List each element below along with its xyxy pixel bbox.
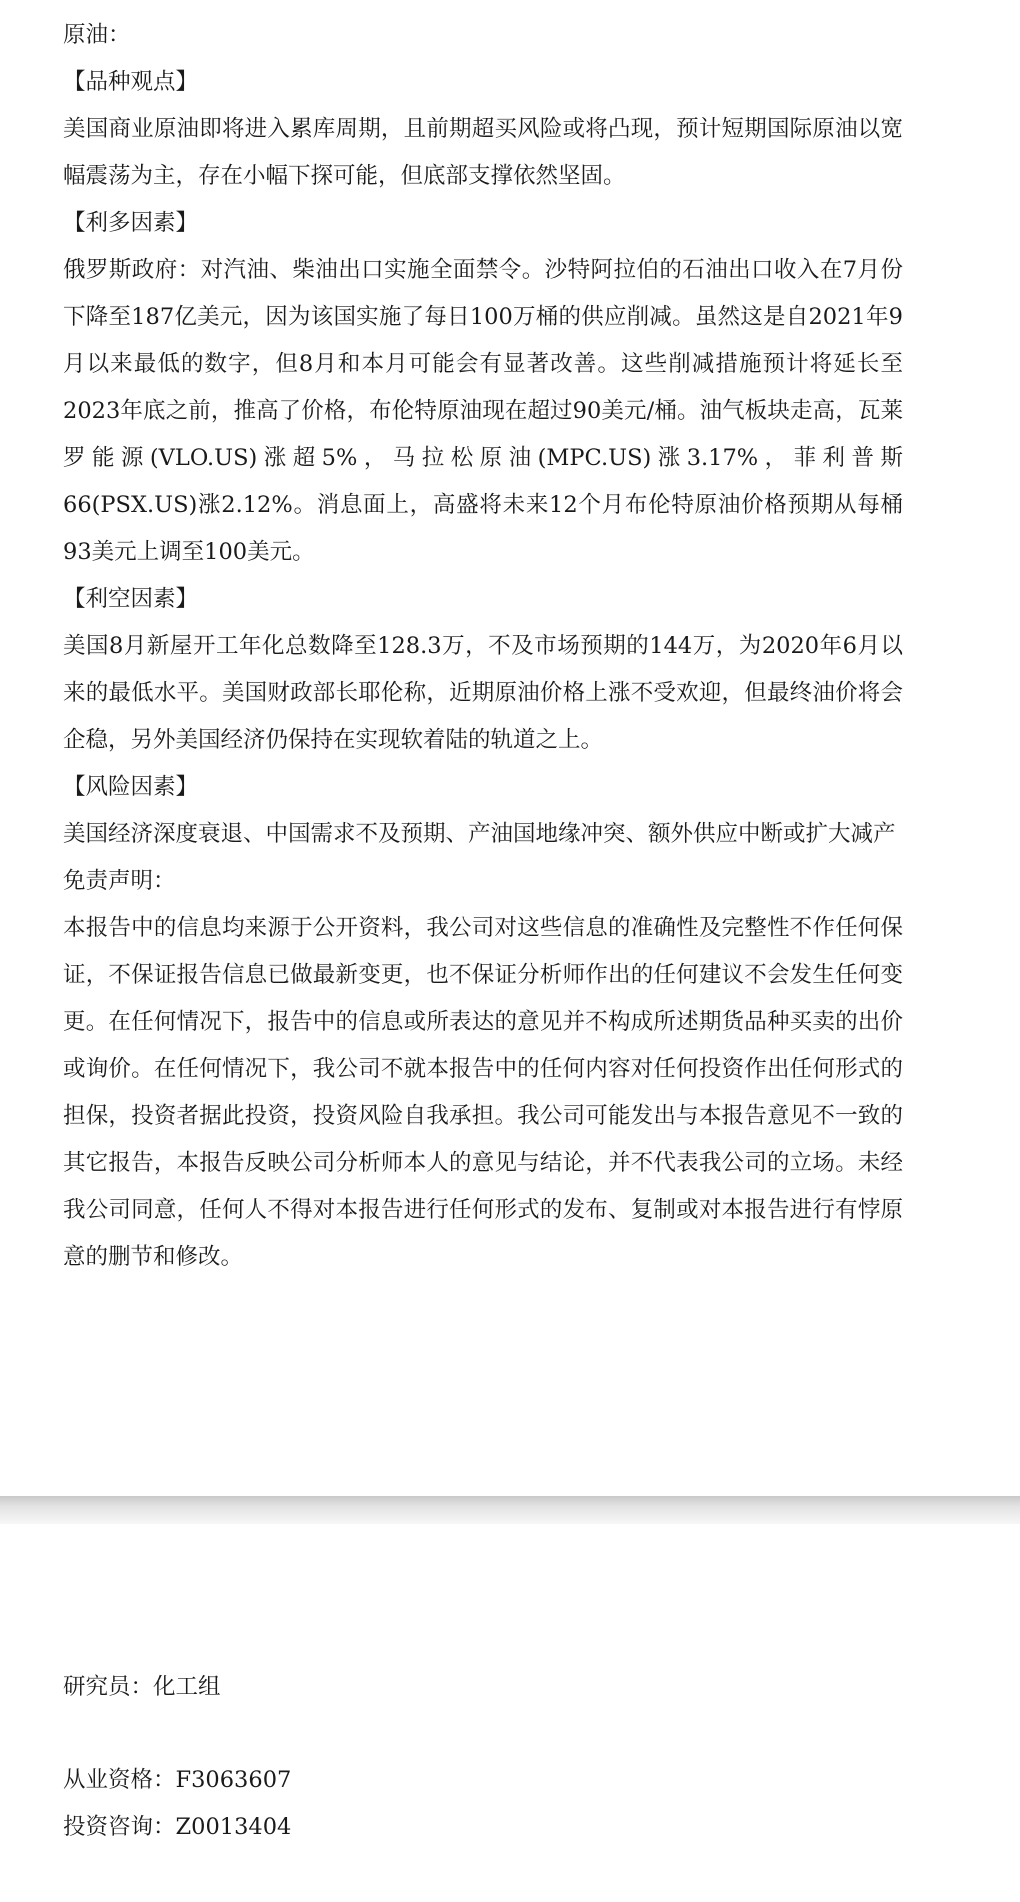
researcher-line: 研究员：化工组 (63, 1674, 221, 1700)
section-title: 原油： (63, 22, 131, 48)
risk-heading: 【风险因素】 (63, 774, 199, 800)
bullish-heading: 【利多因素】 (63, 210, 199, 236)
disclaimer-paragraph: 本报告中的信息均来源于公开资料，我公司对这些信息的准确性及完整性不作任何保证，不保证报告信息已做最新变更，也不保证分析师作出的任何建议不会发生任何变更。在任何情况下，报告中的信息或所表达的意见并不构成所述期货品种买卖的出价或询价。在任何情况下，我公司不就本报告中的任何内容对任何投资作出任何形式的担保，投资者据此投资，投资风险自我承担。我公司可能发出与本报告意见不一致的其它报告，本报告反映公司分析师本人的意见与结论，并不代表我公司的立场。未经我公司同意，任何人不得对本报告进行任何形式的发布、复制或对本报告进行有悖原意的删节和修改。 (63, 915, 903, 1270)
view-paragraph: 美国商业原油即将进入累库周期，且前期超买风险或将凸现，预计短期国际原油以宽幅震荡为主，存在小幅下探可能，但底部支撑依然坚固。 (63, 116, 903, 189)
bullish-paragraph: 俄罗斯政府：对汽油、柴油出口实施全面禁令。沙特阿拉伯的石油出口收入在7月份下降至187亿美元，因为该国实施了每日100万桶的供应削减。虽然这是自2021年9月以来最低的数字，但8月和本月可能会有显著改善。这些削减措施预计将延长至2023年底之前，推高了价格，布伦特原油现在超过90美元/桶。油气板块走高，瓦莱罗能源(VLO.US)涨超5%，马拉松原油(MPC.US)涨3.17%，菲利普斯66(PSX.US)涨2.12%。消息面上，高盛将未来12个月布伦特原油价格预期从每桶93美元上调至100美元。 (63, 257, 903, 565)
view-heading: 【品种观点】 (63, 69, 199, 95)
risk-paragraph: 美国经济深度衰退、中国需求不及预期、产油国地缘冲突、额外供应中断或扩大减产 (63, 821, 896, 847)
report-body (63, 12, 903, 1281)
qualification-line: 从业资格：F3063607 (63, 1767, 292, 1793)
bearish-heading: 【利空因素】 (63, 586, 199, 612)
bearish-paragraph: 美国8月新屋开工年化总数降至128.3万，不及市场预期的144万，为2020年6月以来的最低水平。美国财政部长耶伦称，近期原油价格上涨不受欢迎，但最终油价将会企稳，另外美国经济仍保持在实现软着陆的轨道之上。 (63, 633, 903, 753)
consultation-line: 投资咨询：Z0013404 (63, 1814, 292, 1840)
page-separator (0, 1496, 1020, 1524)
report-page-2 (0, 1524, 1020, 1902)
disclaimer-heading: 免责声明： (63, 868, 176, 894)
